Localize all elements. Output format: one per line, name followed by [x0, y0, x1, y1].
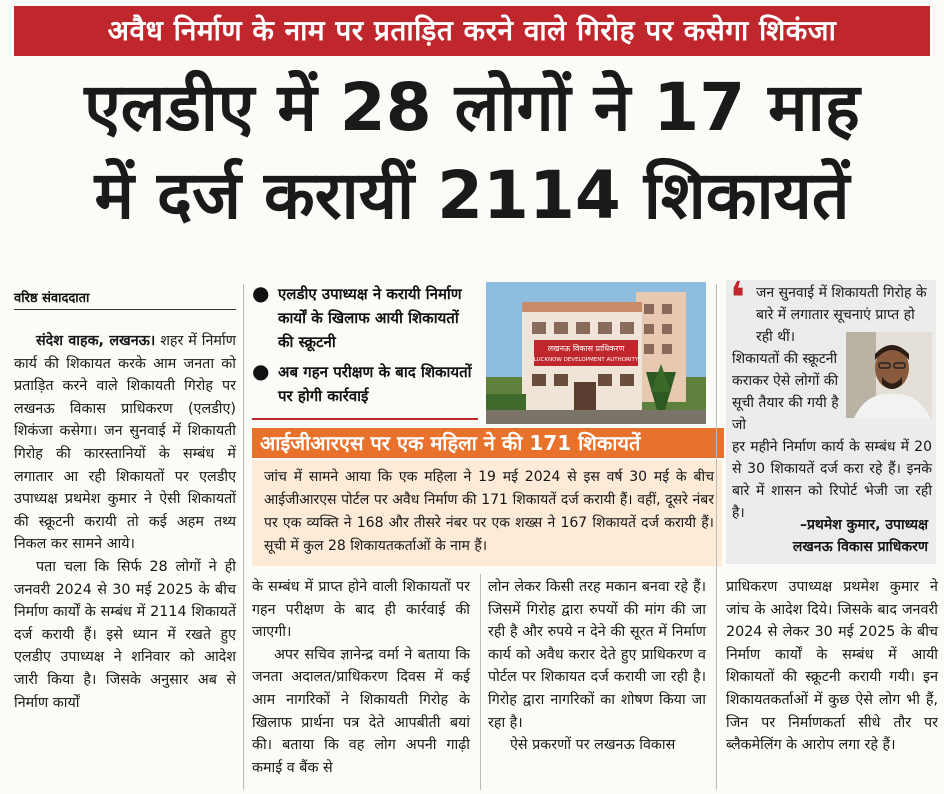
lda-building-photo [486, 282, 706, 424]
column-divider [480, 574, 481, 790]
quote-signature-org: लखनऊ विकास प्राधिकरण [792, 539, 928, 555]
quote-top-text: जन सुनवाई में शिकायती गिरोह के बारे में लगातार सूचनाएं प्राप्त हो रही थीं। [756, 285, 927, 345]
quote-signature [732, 514, 928, 558]
portrait-illustration [846, 332, 932, 418]
column-4-paragraph-1: प्राधिकरण उपाध्यक्ष प्रथमेश कुमार ने जांच के आदेश दिये। जिसके बाद जनवरी 2024 से लेकर 30 मई 2025 के बीच निर्माण कार्यों के सम्बंध में आयी शिकायतों की स्क्रूटनी करायी गयी। इन शिकायतकर्ताओं में कुछ ऐसे लोग भी हैं, जिन पर निर्माणकर्ता सीधे तौर पर ब्लैकमेलिंग के आरोप लगा रहे हैं। [726, 579, 938, 754]
article-column-3 [488, 576, 706, 757]
column-2-paragraph-1: के सम्बंध में प्राप्त होने वाली शिकायतों पर गहन परीक्षण के बाद ही कार्रवाई की जाएगी। [252, 579, 470, 641]
bullet-text: एलडीए उपाध्यक्ष ने करायी निर्माण कार्यों के खिलाफ आयी शिकायतों की स्क्रूटनी [278, 285, 462, 351]
subhead-banner: आईजीआरएस पर एक महिला ने की 171 शिकायतें [252, 428, 724, 458]
quote-box [726, 273, 936, 564]
bullet-dot-icon: ● [252, 281, 270, 305]
highlight-box: जांच में सामने आया कि एक महिला ने 19 मई 2024 से इस वर्ष 30 मई के बीच आईजीआरएस पोर्टल पर अवैध निर्माण की 171 शिकायतें दर्ज करायी हैं। वहीं, दूसरे नंबर पर एक व्यक्ति ने 168 और तीसरे नंबर पर एक शख्स ने 167 शिकायतें दर्ज करायी हैं। सूची में कुल 28 शिकायतकर्ताओं के नाम हैं। [252, 460, 722, 566]
byline: वरिष्ठ संवाददाता [14, 288, 236, 310]
quote-middle-text: शिकायतों की स्क्रूटनी कराकर ऐसे लोगों की सूची तैयार की गयी है जो [732, 351, 839, 433]
headline [0, 64, 944, 240]
column-2-paragraph-2: अपर सचिव ज्ञानेन्द्र वर्मा ने बताया कि जनता अदालत/प्राधिकरण दिवस में कई आम नागरिकों ने शिकायती गिरोह के खिलाफ प्रार्थना पत्र देते आपबीती बयां की। बताया कि वह लोग अपनी गाढ़ी कमाई व बैंक से [252, 646, 470, 776]
column-1-paragraph-2: पता चला कि सिर्फ 28 लोगों ने ही जनवरी 2024 से 30 मई 2025 के बीच निर्माण कार्यों के सम्बंध में 2114 शिकायतें दर्ज करायी हैं। इसे ध्यान में रखते हुए एलडीए उपाध्यक्ष ने शनिवार को आदेश जारी किया है। जिसके अनुसार अब से निर्माण कार्यों [14, 558, 236, 711]
kicker-banner: अवैध निर्माण के नाम पर प्रताड़ित करने वाले गिरोह पर कसेगा शिकंजा [14, 6, 930, 56]
column-1-paragraph-1-text: शहर में निर्माण कार्य की शिकायत करके आम जनता को प्रताड़ित करने वाले शिकायती गिरोह पर लखनऊ विकास प्राधिकरण (एलडीए) शिकंजा कसेगा। जन सुनवाई में शिकायती गिरोह की कारस्तानियों के सम्बंध में लगातार आ रही शिकायतों पर एलडीए उपाध्यक्ष प्रथमेश कुमार ने ऐसी शिकायतों की स्क्रूटनी करायी तो कई अहम तथ्य निकल कर सामने आये। [14, 333, 236, 553]
bullet-dot-icon: ● [252, 359, 270, 383]
quote-signature-name: –प्रथमेश कुमार, उपाध्यक्ष [799, 517, 928, 533]
bullet-text: अब गहन परीक्षण के बाद शिकायतों पर होगी कार्रवाई [278, 363, 472, 405]
quote-bottom-text: हर महीने निर्माण कार्य के सम्बंध में 20 से 30 शिकायतें दर्ज करा रहे हैं। इनके बारे में शासन को रिपोर्ट भेजी जा रही है। [732, 439, 932, 521]
bullet-item [252, 360, 478, 408]
column-3-paragraph-1: लोन लेकर किसी तरह मकान बनवा रहे हैं। जिसमें गिरोह द्वारा रुपयों की मांग की जा रही है और रुपये न देने की सूरत में निर्माण कार्य को अवैध करार देते हुए प्राधिकरण व पोर्टल पर शिकायत दर्ज करायी जा रही है। गिरोह द्वारा नागरिकों का शोषण किया जा रहा है। [488, 579, 706, 731]
article-column-2 [252, 576, 470, 779]
quote-mark-icon: ❛ [730, 273, 746, 324]
highlight-bullets [252, 282, 478, 420]
building-sign-english: LUCKNOW DEVELOPMENT AUTHORITY [533, 357, 639, 363]
bullet-item [252, 282, 478, 354]
official-portrait-photo [846, 332, 932, 418]
headline-line-2: में दर्ज करायीं 2114 शिकायतें [94, 157, 850, 234]
column-1-paragraph-1 [14, 330, 236, 556]
headline-line-1: एलडीए में 28 लोगों ने 17 माह [84, 69, 860, 146]
column-divider [716, 284, 717, 790]
column-divider [243, 284, 244, 790]
dateline: संदेश वाहक, लखनऊ। [36, 333, 156, 349]
column-3-paragraph-2: ऐसे प्रकरणों पर लखनऊ विकास [510, 737, 676, 754]
article-column-1 [14, 330, 236, 714]
article-column-4 [726, 576, 938, 757]
building-illustration [486, 282, 706, 424]
building-sign-hindi: लखनऊ विकास प्राधिकरण [547, 344, 625, 353]
